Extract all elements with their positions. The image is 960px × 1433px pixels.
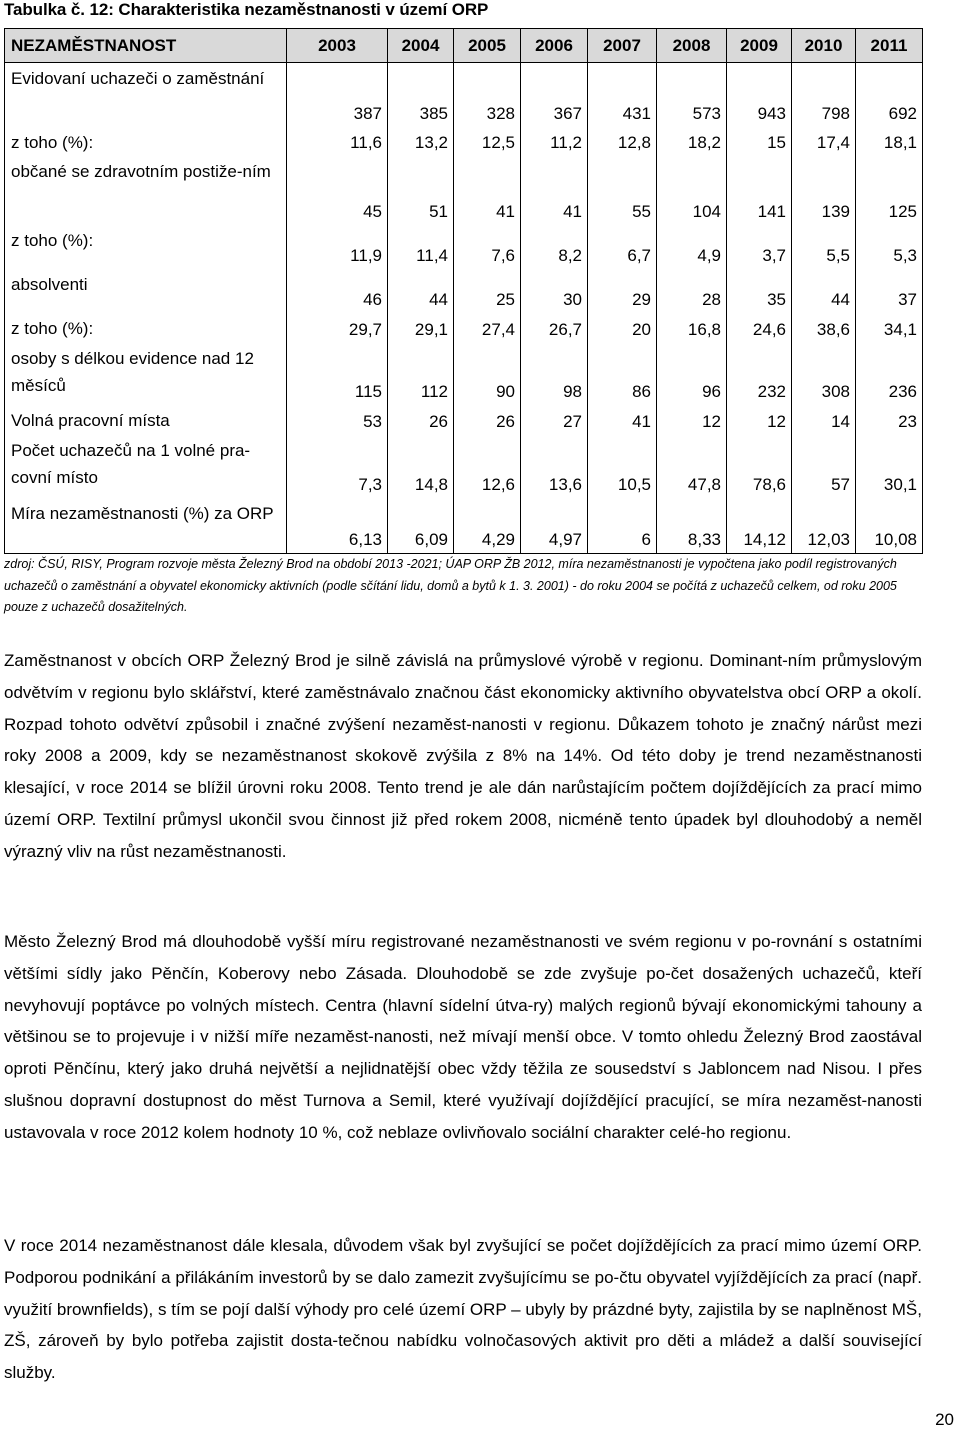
table-cell: 37 [856,269,923,313]
table-cell: 328 [454,63,521,127]
row-label: z toho (%): [5,225,287,269]
table-cell: 387 [287,63,388,127]
table-cell: 4,29 [454,498,521,554]
table-row [5,156,923,225]
paragraph-1: Zaměstnanost v obcích ORP Železný Brod je silně závislá na průmyslové výrobě v regionu. Dominant-ním průmyslovým odvětvím v regionu bylo sklářství, které zaměstnávalo značnou část ekonomicky aktivního obyvatelstva obcí ORP a okolí. Rozpad tohoto odvětví způsobil i značné zvýšení nezaměst-nanosti v regionu. Důkazem tohoto je značný nárůst mezi roky 2008 a 2009, kdy se nezaměstnanost skokově zvýšila z 8% na 14%. Od této doby je trend nezaměstnanosti klesající, v roce 2014 se blížil úrovni roku 2008. Tento trend je ale dán narůstajícím počtem dojíždějících za prací mimo území ORP. Textilní průmysl ukončil svou činnost již před rokem 2008, nicméně tento úpadek byl dlouhodobý a neměl výrazný vliv na růst nezaměstnanosti. [4,651,922,861]
table-cell: 6,7 [588,225,657,269]
table-row [5,127,923,156]
table-cell: 11,2 [521,127,588,156]
table-cell: 18,1 [856,127,923,156]
table-body [5,63,923,554]
table-cell: 12,6 [454,435,521,498]
table-cell: 7,6 [454,225,521,269]
table-cell: 96 [657,343,727,405]
table-cell: 5,5 [792,225,856,269]
table-cell: 115 [287,343,388,405]
table-cell: 44 [388,269,454,313]
table-cell: 78,6 [727,435,792,498]
table-cell: 28 [657,269,727,313]
table-cell: 4,9 [657,225,727,269]
table-cell: 141 [727,156,792,225]
source-note: zdroj: ČSÚ, RISY, Program rozvoje města Železný Brod na období 2013 -2021; ÚAP ORP ŽB 2012, míra nezaměstnanosti je vypočtena jako podíl registrovaných uchazečů o zaměstnání a obyvatel ekonomicky aktivních (podle sčítání lidu, domů a bytů k 1. 3. 2001) - do roku 2004 se počítá z uchazečů celkem, od roku 2005 pouze z uchazečů dosažitelných. [4,557,897,614]
table-cell: 26 [388,405,454,435]
table-cell: 431 [588,63,657,127]
table-row [5,225,923,269]
table-cell: 12,8 [588,127,657,156]
table-cell: 12,03 [792,498,856,554]
header-cell: 2003 [287,29,388,63]
table-cell: 8,2 [521,225,588,269]
header-cell: 2011 [856,29,923,63]
table-cell: 46 [287,269,388,313]
table-cell: 41 [588,405,657,435]
header-cell: NEZAMĚSTNANOST [5,29,287,63]
table-cell: 38,6 [792,313,856,343]
table-cell: 3,7 [727,225,792,269]
table-cell: 125 [856,156,923,225]
table-cell: 12 [727,405,792,435]
table-cell: 14 [792,405,856,435]
table-cell: 112 [388,343,454,405]
header-cell: 2010 [792,29,856,63]
table-cell: 10,5 [588,435,657,498]
header-cell: 2005 [454,29,521,63]
row-label: občané se zdravotním postiže-ním [5,156,287,225]
table-row [5,498,923,554]
table-cell: 798 [792,63,856,127]
table-row [5,269,923,313]
row-label: Míra nezaměstnanosti (%) za ORP [5,498,287,554]
row-label: Evidovaní uchazeči o zaměstnání [5,63,287,127]
table-row [5,343,923,405]
table-cell: 236 [856,343,923,405]
table-row [5,405,923,435]
header-cell: 2004 [388,29,454,63]
table-cell: 12 [657,405,727,435]
table-header-row [5,29,923,63]
table-cell: 27,4 [454,313,521,343]
table-cell: 98 [521,343,588,405]
paragraph-3: V roce 2014 nezaměstnanost dále klesala, důvodem však byl zvyšující se počet dojíždějících za prací mimo území ORP. Podporou podnikání a přilákáním investorů by se dalo zamezit zvyšujícímu se po-čtu obyvatel vyjíždějících za prací (např. využití brownfields), s tím se pojí další výhody pro celé území ORP – ubyly by prázdné byty, zajistila by se naplněnost MŠ, ZŠ, zároveň by bylo potřeba zajistit dosta-tečnou nabídku volnočasových aktivit pro děti a mládež a další související služby. [4,1236,922,1383]
table-cell: 104 [657,156,727,225]
table-row [5,313,923,343]
table-row [5,435,923,498]
table-cell: 29,1 [388,313,454,343]
row-label: z toho (%): [5,313,287,343]
table-cell: 13,2 [388,127,454,156]
table-cell: 16,8 [657,313,727,343]
table-cell: 367 [521,63,588,127]
table-cell: 41 [521,156,588,225]
table-cell: 57 [792,435,856,498]
table-cell: 6,09 [388,498,454,554]
table-cell: 692 [856,63,923,127]
table-cell: 14,12 [727,498,792,554]
row-label: Volná pracovní místa [5,405,287,435]
table-cell: 55 [588,156,657,225]
table-cell: 86 [588,343,657,405]
table-caption: Tabulka č. 12: Charakteristika nezaměstnanosti v území ORP [4,0,489,19]
table-cell: 51 [388,156,454,225]
table-cell: 308 [792,343,856,405]
header-cell: 2007 [588,29,657,63]
table-cell: 15 [727,127,792,156]
table-cell: 14,8 [388,435,454,498]
row-label: absolventi [5,269,287,313]
table-cell: 11,9 [287,225,388,269]
table-cell: 44 [792,269,856,313]
table-cell: 29 [588,269,657,313]
table-cell: 20 [588,313,657,343]
table-cell: 30,1 [856,435,923,498]
header-cell: 2006 [521,29,588,63]
table-cell: 6 [588,498,657,554]
table-cell: 943 [727,63,792,127]
table-cell: 29,7 [287,313,388,343]
table-cell: 24,6 [727,313,792,343]
table-cell: 5,3 [856,225,923,269]
table-cell: 26,7 [521,313,588,343]
table-cell: 13,6 [521,435,588,498]
table-row [5,63,923,127]
table-cell: 4,97 [521,498,588,554]
table-cell: 139 [792,156,856,225]
table-cell: 385 [388,63,454,127]
table-cell: 18,2 [657,127,727,156]
table-cell: 11,4 [388,225,454,269]
table-cell: 26 [454,405,521,435]
table-cell: 6,13 [287,498,388,554]
table-cell: 53 [287,405,388,435]
table-cell: 41 [454,156,521,225]
table-cell: 17,4 [792,127,856,156]
page-number: 20 [935,1410,954,1429]
header-cell: 2009 [727,29,792,63]
table-cell: 7,3 [287,435,388,498]
header-cell: 2008 [657,29,727,63]
table-cell: 232 [727,343,792,405]
table-cell: 27 [521,405,588,435]
paragraph-2: Město Železný Brod má dlouhodobě vyšší míru registrované nezaměstnanosti ve svém regionu v po-rovnání s ostatními většími sídly jako Pěnčín, Koberovy nebo Zásada. Dlouhodobě se zde zvyšuje po-čet dosažených uchazečů, kteří nevyhovují poptávce po volných místech. Centra (hlavní sídelní útva-ry) malých regionů bývají ekonomickými tahouny a většinou se to projevuje i v nižší míře nezaměst-nanosti, než mívají menší obce. V tomto ohledu Železný Brod zaostával oproti Pěnčínu, který jako druhá největší a nejlidnatější obec vždy těžila ze sousedství s Jabloncem nad Nisou. I přes slušnou dopravní dostupnost do měst Turnova a Semil, které využívají dojíždějící pracující, se míra nezaměst-nanosti ustavovala v roce 2012 kolem hodnoty 10 %, což neblaze ovlivňovalo sociální charakter celé-ho regionu. [4,932,922,1142]
table-cell: 30 [521,269,588,313]
table-cell: 23 [856,405,923,435]
table-cell: 10,08 [856,498,923,554]
table-cell: 45 [287,156,388,225]
table-cell: 90 [454,343,521,405]
table-cell: 35 [727,269,792,313]
table-cell: 47,8 [657,435,727,498]
table-cell: 11,6 [287,127,388,156]
table-cell: 573 [657,63,727,127]
row-label: z toho (%): [5,127,287,156]
unemployment-table [4,28,923,554]
row-label: Počet uchazečů na 1 volné pra-covní místo [5,435,287,498]
table-cell: 8,33 [657,498,727,554]
table-cell: 25 [454,269,521,313]
table-cell: 12,5 [454,127,521,156]
table-cell: 34,1 [856,313,923,343]
row-label: osoby s délkou evidence nad 12 měsíců [5,343,287,405]
